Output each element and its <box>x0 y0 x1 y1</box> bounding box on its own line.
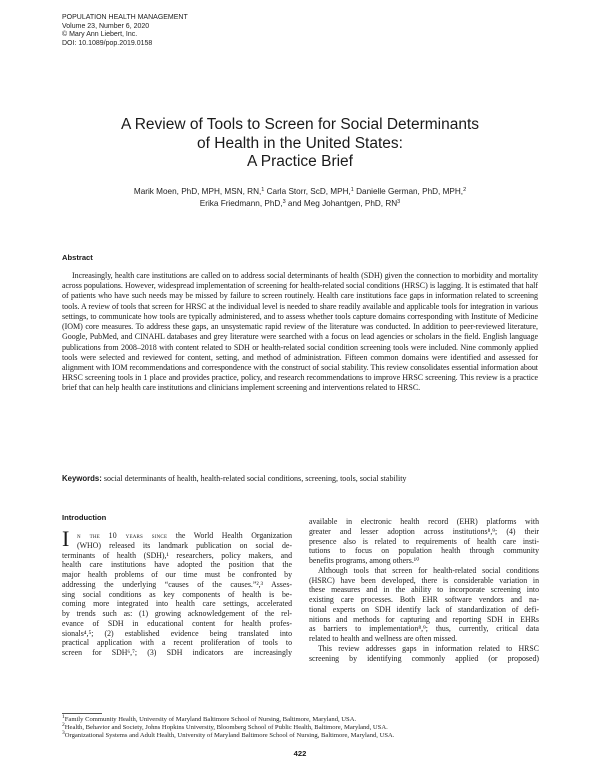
keywords-text: social determinants of health, health-related social conditions, screening, tools, social stability <box>101 474 407 483</box>
body-line: screening by identifying commonly applied (or proposed) <box>309 653 539 663</box>
introduction-right-column <box>309 517 539 663</box>
journal-volume: Volume 23, Number 6, 2020 <box>62 22 150 30</box>
keywords-label: Keywords: <box>62 474 102 483</box>
body-line: health care institutions have adopted the position that the <box>62 560 292 570</box>
footnote-mark: 1 <box>62 714 65 720</box>
author-affiliation-mark: 3 <box>397 198 401 205</box>
author-affiliation-mark: 1 <box>261 187 265 193</box>
dropcap-paragraph <box>62 526 293 551</box>
body-line: tional experts on SDH identify lack of standardization of defi- <box>309 604 539 614</box>
body-line: coming more integrated into health care settings, accelerated <box>62 599 292 609</box>
body-line: This review addresses gaps in information related to HRSC <box>318 643 539 653</box>
body-line: tutions to focus on population health through community <box>309 546 539 556</box>
journal-name: POPULATION HEALTH MANAGEMENT <box>62 14 188 21</box>
body-line: presence also is related to requirements of health care insti- <box>309 536 539 546</box>
author-affiliation-mark: 2 <box>463 187 467 193</box>
body-line <box>62 531 292 541</box>
smallcaps-lead: n the 10 years since <box>77 531 168 540</box>
body-line: (HSRC) have been developed, there is considerable variation in <box>309 575 539 585</box>
abstract-heading: Abstract <box>62 253 93 262</box>
body-line: sing social conditions as key components of health is be- <box>62 589 292 599</box>
footnote <box>62 724 542 732</box>
footnote-divider <box>62 713 102 714</box>
author-line-2 <box>60 198 540 210</box>
body-line: evance of SDH in educational content for health profes- <box>62 618 292 628</box>
body-line: greater and lesser adoption across institutions⁸,⁹; (4) their <box>309 526 539 536</box>
page-number: 422 <box>293 749 307 758</box>
abstract-body: Increasingly, health care institutions are called on to address social determinants of health (SDH) given the connection to morbidity and mortality across populations. However, widespread implementation of screening for health-related social conditions (HRSC) is lagging. It is estimated that half of patients who have such needs may be missed by failure to screen routinely. Health care institutions face gaps in information related to screening tools. A review of tools that screen for HRSC at the individual level is needed to share readily available and applicable tools for integration in various settings, to communicate how tools are typically administered, and to assess whether tools capture domains corresponding with Institute of Medicine (IOM) core measures. To address these gaps, an unsystematic rapid review of the literature was conducted. In addition to peer-reviewed literature, Google, PubMed, and CINAHL databases and grey literature were searched with a focus on lead agencies or scholars in the field. English language publications from 2008–2018 with content related to SDH or health-related social condition screening tools were included. Nine commonly applied tools were selected and reviewed for content, setting, and method of administration. Fifteen common domains were identified and assessed for alignment with IOM recommendations and correspondence with the construct of social stability. This review consolidates essential information about HRSC screening tools in 1 place and provides practice, policy, and research recommendations to improve HRSC screening. This review is a practice brief that can help health care institutions and clinicians implement screening and interventions related to HRSC. <box>62 271 538 393</box>
author-line-1 <box>60 186 540 198</box>
body-line: Although tools that screen for health-related social conditions <box>318 565 539 575</box>
body-line: screen for SDH⁶,⁷; (3) SDH indicators are increasingly <box>62 648 292 658</box>
footnote-mark: 3 <box>62 730 65 737</box>
footnote-text: Family Community Health, University of Maryland Baltimore School of Nursing, Baltimore, Maryland, USA. <box>64 716 357 723</box>
body-line: major health problems of our time must be confronted by <box>62 570 292 580</box>
journal-copyright: © Mary Ann Liebert, Inc. <box>62 31 138 39</box>
body-line: as barriers to implementation⁸,⁹; thus, currently, critical data <box>309 624 539 634</box>
body-line: terminants of health (SDH),¹ researchers, policy makers, and <box>62 550 292 560</box>
title-line: of Health in the United States: <box>197 134 403 152</box>
affiliation-footnotes <box>62 716 542 740</box>
footnote <box>62 732 542 740</box>
footnote <box>62 716 542 724</box>
body-line: by trends such as: (1) growing acknowledgement of the rel- <box>62 609 292 619</box>
author-name: Danielle German, PhD, MPH, <box>353 187 464 196</box>
body-line: these measures and in the ability to incorporate screening into <box>309 585 539 595</box>
article-title <box>60 116 540 172</box>
footnote-text: Health, Behavior and Society, Johns Hopkins University, Bloomberg School of Public Health, Baltimore, Maryland, USA. <box>64 724 388 732</box>
journal-header <box>62 14 362 48</box>
author-name: Marik Moen, PhD, MPH, MSN, RN, <box>133 187 262 196</box>
dropcap-letter: I <box>62 526 70 551</box>
footnote-mark: 2 <box>62 722 65 729</box>
author-name: Carla Storr, ScD, MPH, <box>264 187 351 196</box>
body-line-text: the World Health Organization <box>167 531 293 540</box>
body-line: existing care processes. Both EHR software vendors and na- <box>309 595 539 605</box>
author-name: and Meg Johantgen, PhD, RN <box>285 198 398 208</box>
introduction-left-column <box>62 526 293 658</box>
body-line: sionals⁴,⁵; (2) established evidence being translated into <box>62 628 292 638</box>
body-line: (WHO) released its landmark publication on social de- <box>77 540 292 550</box>
body-line: benefits programs, among others.¹⁰ <box>309 556 420 566</box>
author-affiliation-mark: 1 <box>350 187 354 193</box>
body-line: available in electronic health record (EHR) platforms with <box>309 517 539 526</box>
title-line: A Practice Brief <box>247 153 353 171</box>
body-line: nitions and methods for capturing and reporting SDH in EHRs <box>309 614 539 624</box>
footnote-text: Organizational Systems and Adult Health, University of Maryland Baltimore School of Nursing, Baltimore, Maryland, USA. <box>64 732 395 740</box>
introduction-heading: Introduction <box>62 513 107 522</box>
body-line: practical application with a recent proliferation of tools to <box>62 638 292 648</box>
author-affiliation-mark: 3 <box>282 198 286 205</box>
author-name: Erika Friedmann, PhD, <box>199 198 283 208</box>
body-line: addressing the underlying “causes of the causes.”²,³ Asses- <box>62 579 292 589</box>
journal-doi: DOI: 10.1089/pop.2019.0158 <box>62 39 153 47</box>
body-line: related to health and wellness are often missed. <box>309 634 458 644</box>
title-line: A Review of Tools to Screen for Social Determinants <box>120 116 480 134</box>
keywords <box>62 474 538 484</box>
author-list <box>60 186 540 209</box>
